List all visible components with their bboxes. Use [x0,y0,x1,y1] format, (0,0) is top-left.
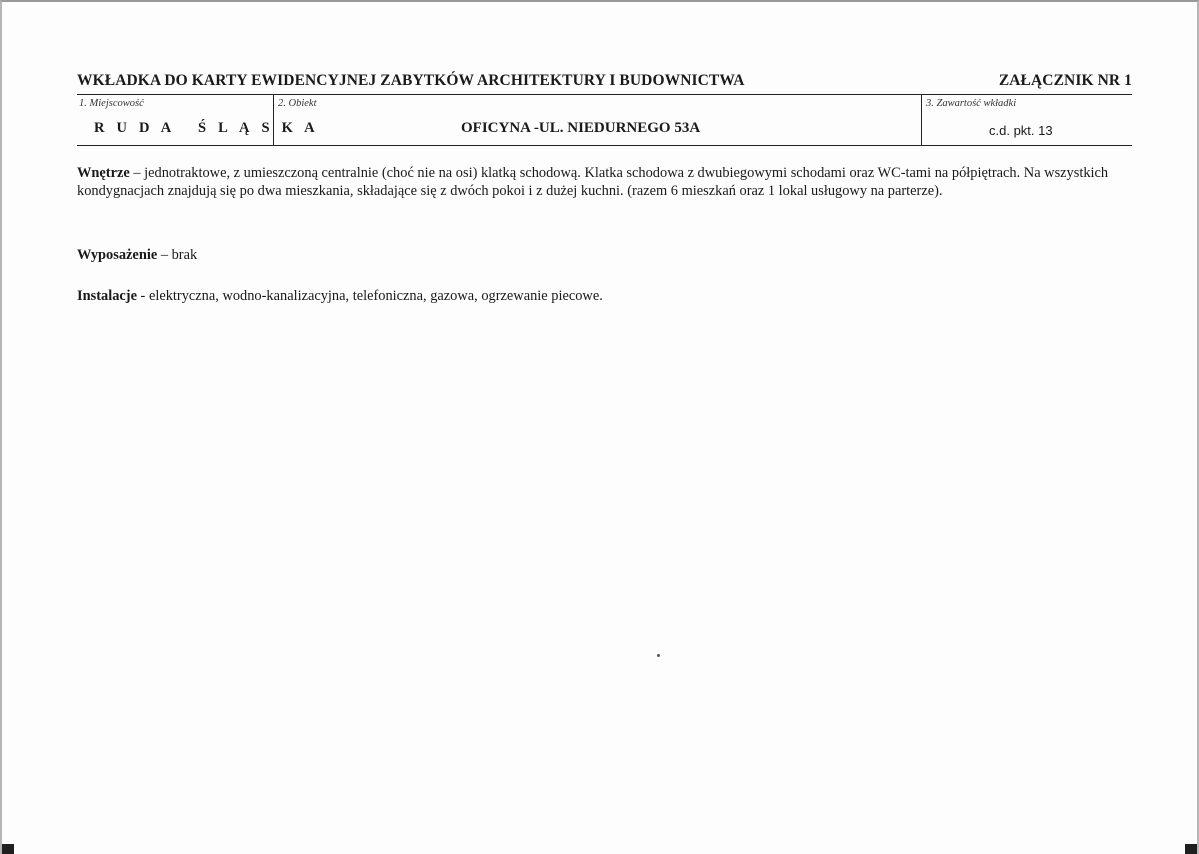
interior-text: – jednotraktowe, z umieszczoną centralnie (choć nie na osi) klatką schodową. Klatka schodowa z dwubiegowymi schodami oraz WC-tami na półpiętrach. Na wszystkich kondygnacjach znajdują się po dwa mieszkania, składające się z dwóch pokoi i z dużej kuchni. (razem 6 mieszkań oraz 1 lokal usługowy na parterze). [77,165,1109,199]
installations-text: - elektryczna, wodno-kanalizacyjna, telefoniczna, gazowa, ogrzewanie piecowe. [136,288,603,304]
interior-heading: Wnętrze [77,165,130,181]
object-label: 2. Obiekt [278,98,317,109]
table-bottom-rule [77,145,1132,146]
paper-speck [657,654,660,657]
locality-value: R U D A Ś L Ą S K A [94,120,319,136]
document-title: WKŁADKA DO KARTY EWIDENCYJNEJ ZABYTKÓW ARCHITEKTURY I BUDOWNICTWA [77,72,745,89]
attachment-label: ZAŁĄCZNIK NR 1 [998,72,1132,89]
contents-value: c.d. pkt. 13 [989,123,1053,138]
table-top-rule [77,94,1132,95]
table-divider-2 [921,94,922,145]
locality-label: 1. Miejscowość [79,98,144,109]
interior-paragraph [77,165,1137,200]
object-value: OFICYNA -UL. NIEDURNEGO 53A [461,120,701,136]
installations-paragraph [77,288,1137,306]
equipment-text: – brak [157,247,198,263]
scan-corner-mark-right [1185,844,1197,854]
equipment-paragraph [77,247,1137,265]
contents-label: 3. Zawartość wkładki [926,98,1017,109]
header-row [77,72,1132,90]
scan-corner-mark-left [2,844,14,854]
equipment-heading: Wyposażenie [77,247,158,263]
installations-heading: Instalacje [77,288,137,304]
